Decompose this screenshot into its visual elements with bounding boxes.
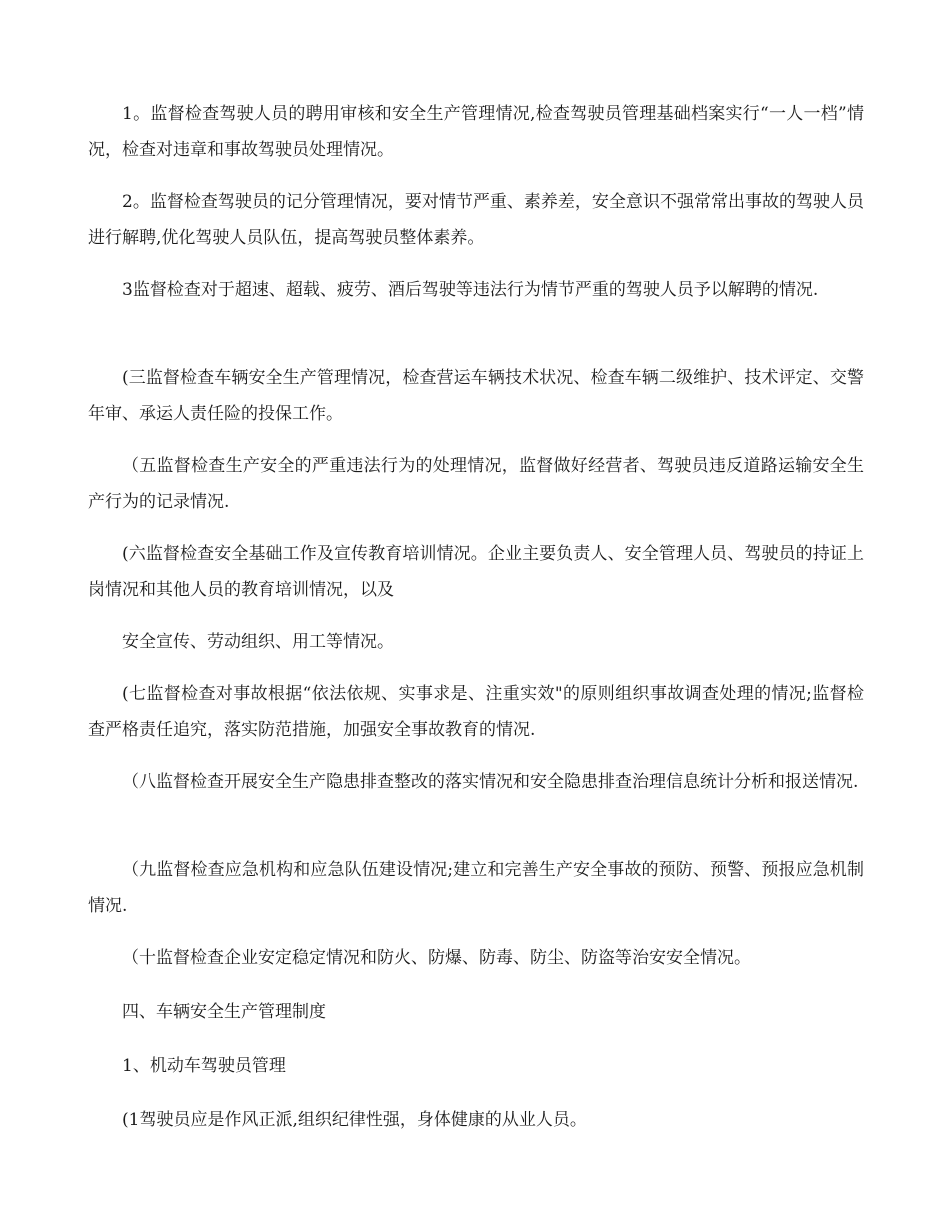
paragraph-9: （八监督检查开展安全生产隐患排查整改的落实情况和安全隐患排查治理信息统计分析和报送情况. [122, 772, 859, 792]
paragraph-7: 安全宣传、劳动组织、用工等情况。 [122, 632, 394, 652]
paragraph-4: (三监督检查车辆安全生产管理情况，检查营运车辆技术状况、检查车辆二级维护、技术评定、交警年审、承运人责任险的投保工作。 [88, 368, 864, 424]
paragraph-6: (六监督检查安全基础工作及宣传教育培训情况。企业主要负责人、安全管理人员、驾驶员的持证上岗情况和其他人员的教育培训情况，以及 [88, 544, 864, 600]
paragraph-2: 2。监督检查驾驶员的记分管理情况，要对情节严重、素养差，安全意识不强常常出事故的驾驶人员进行解聘,优化驾驶人员队伍，提高驾驶员整体素养。 [88, 192, 864, 248]
paragraph-3: 3监督检查对于超速、超载、疲劳、酒后驾驶等违法行为情节严重的驾驶人员予以解聘的情况. [122, 280, 819, 300]
paragraph-1: 1。监督检查驾驶人员的聘用审核和安全生产管理情况,检查驾驶员管理基础档案实行“一人一档”情况，检查对违章和事故驾驶员处理情况。 [88, 104, 864, 160]
subsection-heading: 1、机动车驾驶员管理 [122, 1056, 286, 1076]
paragraph-5: （五监督检查生产安全的严重违法行为的处理情况，监督做好经营者、驾驶员违反道路运输安全生产行为的记录情况. [88, 456, 864, 512]
paragraph-10: （九监督检查应急机构和应急队伍建设情况;建立和完善生产安全事故的预防、预警、预报应急机制情况. [88, 860, 864, 916]
paragraph-12: (1驾驶员应是作风正派,组织纪律性强，身体健康的从业人员。 [122, 1110, 587, 1130]
paragraph-11: （十监督检查企业安定稳定情况和防火、防爆、防毒、防尘、防盗等治安安全情况。 [122, 948, 751, 968]
paragraph-8: (七监督检查对事故根据“依法依规、实事求是、注重实效"的原则组织事故调查处理的情况;监督检查严格责任追究，落实防范措施，加强安全事故教育的情况. [88, 684, 864, 740]
section-heading: 四、车辆安全生产管理制度 [122, 1002, 326, 1022]
